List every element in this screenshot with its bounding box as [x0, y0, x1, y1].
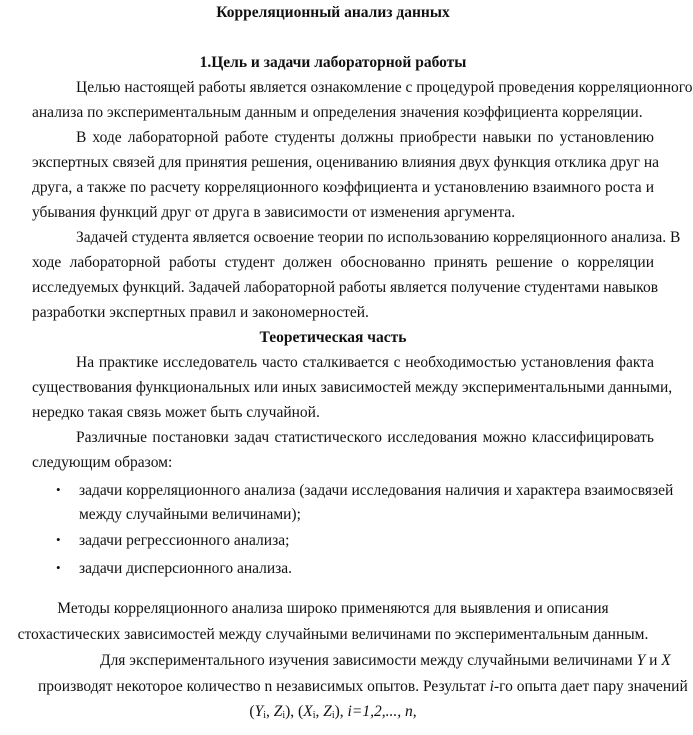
paragraph-6-line-1: Методы корреляционного анализа широко применяются для выявления и описания	[57, 600, 609, 617]
paragraph-4-line-3: нередко такая связь может быть случайной.	[32, 404, 320, 421]
paragraph-4-line-1: На практике исследователь часто сталкивается с необходимостью установления факта	[76, 354, 654, 371]
paragraph-5-line-1: Различные постановки задач статистического исследования можно классифицировать	[76, 429, 654, 446]
paragraph-3-line-1: Задачей студента является освоение теории по использованию корреляционного анализа. В	[76, 229, 681, 246]
document-title: Корреляционный анализ данных	[216, 4, 450, 21]
paragraph-7-line-1-text: Для экспериментального изучения зависимости между случайными величинами	[100, 652, 633, 669]
formula-range: i=1,2,..., n,	[347, 703, 417, 720]
paragraph-4-line-2: существования функциональных или иных зависимостей между экспериментальными данными,	[32, 379, 673, 396]
paragraph-2-line-2: экспертных связей для принятия решения, оцениванию влияния двух функция отклика друг на	[32, 154, 659, 171]
formula-pairs: ($Y_i$, $Z_i$), ($X_i$, $Z_i$), i=1,2,..., n,	[249, 703, 417, 721]
formula-sub-i: i	[263, 710, 266, 721]
formula-z: Z	[273, 703, 283, 720]
bullet-marker: •	[56, 560, 61, 575]
bullet-item-1-line-2: между случайными величинами);	[79, 506, 301, 523]
paragraph-7-line-2-start: производят некоторое количество n независимых опытов. Результат	[38, 678, 486, 695]
bullet-item-3: задачи дисперсионного анализа.	[79, 560, 293, 577]
paragraph-7-line-1	[100, 651, 671, 671]
section-heading-theory: Теоретическая часть	[259, 329, 407, 346]
paragraph-2-line-3: друга, а также по расчету корреляционного коэффициента и установлению взаимного роста и	[32, 179, 654, 196]
paragraph-3-line-3: исследуемых функций. Задачей лабораторной работы является получение студентами навыков	[32, 279, 659, 296]
formula-sub-i: i	[331, 710, 335, 721]
bullet-marker: •	[56, 482, 61, 497]
paragraph-2-line-4: убывания функций друг от друга в зависимости от изменения аргумента.	[32, 204, 516, 221]
bullet-item-2: задачи регрессионного анализа;	[79, 532, 290, 549]
paragraph-7-line-2	[38, 677, 688, 697]
bullet-item-1-line-1: задачи корреляционного анализа (задачи исследования наличия и характера взаимосвязей	[79, 482, 674, 499]
paragraph-1-line-2: анализа по экспериментальным данным и определения значения коэффициента корреляции.	[32, 104, 643, 121]
paragraph-2-line-1: В ходе лабораторной работе студенты должны приобрести навыки по установлению	[76, 129, 654, 146]
paragraph-1-line-1: Целью настоящей работы является ознакомление с процедурой проведения корреляционного	[76, 79, 693, 96]
formula-z: Z	[323, 703, 332, 720]
variable-y: Y	[636, 652, 646, 669]
variable-x: X	[661, 652, 671, 669]
and-word: и	[649, 652, 658, 669]
formula-x: X	[303, 703, 313, 720]
index-variable-i: i	[489, 678, 494, 695]
paragraph-5-line-2: следующим образом:	[32, 454, 173, 471]
formula-y: Y	[254, 703, 264, 720]
formula-sub-i: i	[312, 710, 316, 721]
formula-sub-i: i	[282, 710, 286, 721]
paragraph-3-line-4: разработки экспертных правил и закономерностей.	[32, 304, 369, 321]
section-heading-goals: 1.Цель и задачи лабораторной работы	[199, 54, 467, 71]
bullet-marker: •	[56, 532, 61, 547]
paragraph-6-line-2: стохастических зависимостей между случайными величинами по экспериментальным данным.	[17, 626, 649, 643]
paragraph-7-line-2-end: -го опыта дает пару значений	[493, 678, 688, 695]
paragraph-3-line-2: ходе лабораторной работы студент должен обоснованно принять решение о корреляции	[32, 254, 654, 271]
